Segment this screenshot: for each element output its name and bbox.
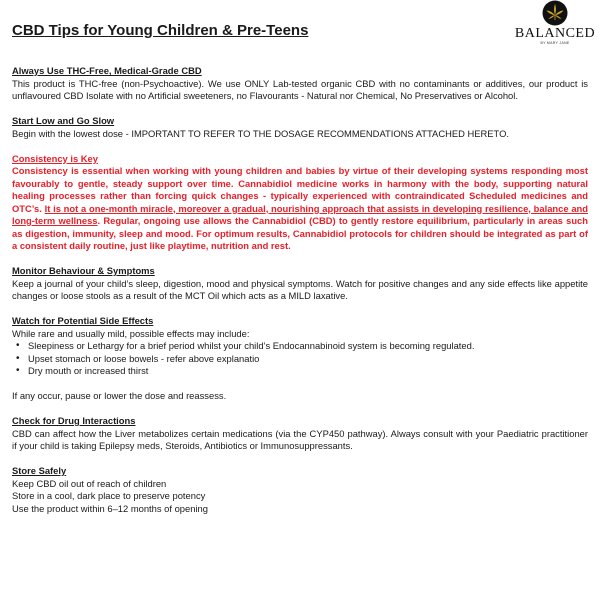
section-line: Use the product within 6–12 months of opening [12,502,208,514]
section-text: This product is THC-free (non-Psychoactive). We use ONLY Lab-tested organic CBD with no contaminants or additives, our product is unflavoured CBD Isolate with no Artificial sweeteners, no Flavourants - Natural nor Chemical, No Preservatives or Alcohol. [12,77,588,101]
section-side-effects [12,315,588,403]
consistency-text-part1: Consistency is essential when working with young children and babies by virtue of their developing systems responding most favourably to gentle, steady support over time. Cannabidiol medicine works in harmony with the body, supporting natural healing processes rather than forcing quick changes - typically experienced with contraindicated Scheduled medicines and OTC’s. [12,165,588,214]
section-monitor [12,265,588,303]
section-drug-interactions [12,415,588,453]
logo-wordmark: BALANCED [514,26,596,41]
section-heading: Always Use THC-Free, Medical-Grade CBD [12,65,202,76]
section-text: Keep a journal of your child’s sleep, digestion, mood and physical symptoms. Watch for positive changes and any side effects like appetite changes or loose stools as a result of the MCT Oil which acts as a MILD laxative. [12,277,588,301]
section-text: Begin with the lowest dose - IMPORTANT TO REFER TO THE DOSAGE RECOMMENDATIONS ATTACHED HERETO. [12,127,509,139]
section-text [12,165,588,253]
section-text: If any occur, pause or lower the dose and reassess. [12,390,227,401]
section-heading: Consistency is Key [12,152,98,164]
document-body [12,65,588,528]
section-thc-free [12,65,588,103]
cannabis-leaf-icon [512,0,598,26]
section-heading: Check for Drug Interactions [12,415,136,426]
section-heading: Monitor Behaviour & Symptoms [12,265,155,276]
consistency-text-part2: . Regular, ongoing use allows the Cannabidiol (CBD) to gently restore equilibrium, particularly in areas such as digestion, immunity, sleep and mood. For optimum results, Cannabidiol protocols for children should be integrated as part of a consistent daily routine, just like playtime, nutrition and rest. [12,215,588,251]
page-title: CBD Tips for Young Children & Pre-Teens [12,22,309,39]
list-item: • Upset stomach or loose bowels - refer above explanatio [28,353,588,366]
section-heading: Watch for Potential Side Effects [12,315,154,326]
list-item: • Sleepiness or Lethargy for a brief period whilst your child’s Endocannabinoid system is becoming regulated. [28,340,588,353]
section-line: Store in a cool, dark place to preserve potency [12,490,206,501]
logo-tagline: BY MARY JANE [540,41,570,45]
section-text: While rare and usually mild, possible effects may include: [12,327,250,339]
section-start-low [12,115,588,140]
section-heading: Start Low and Go Slow [12,115,115,126]
side-effects-list [12,340,588,378]
consistency-underlined-text: It is not a one-month miracle, moreover a gradual, nourishing approach that assists in developing resilience, balance and long-term wellness [12,202,588,226]
section-line: Keep CBD oil out of reach of children [12,477,167,489]
section-store-safely [12,465,588,515]
section-text: CBD can affect how the Liver metabolizes certain medications (via the CYP450 pathway). Always consult with your Paediatric practitioner if your child is taking Epilepsy meds, Steroids, Antibiotics or Immunosuppressants. [12,427,588,451]
list-item: • Dry mouth or increased thirst [28,365,588,378]
brand-logo [512,0,598,50]
section-consistency [12,153,588,253]
section-heading: Store Safely [12,465,67,476]
